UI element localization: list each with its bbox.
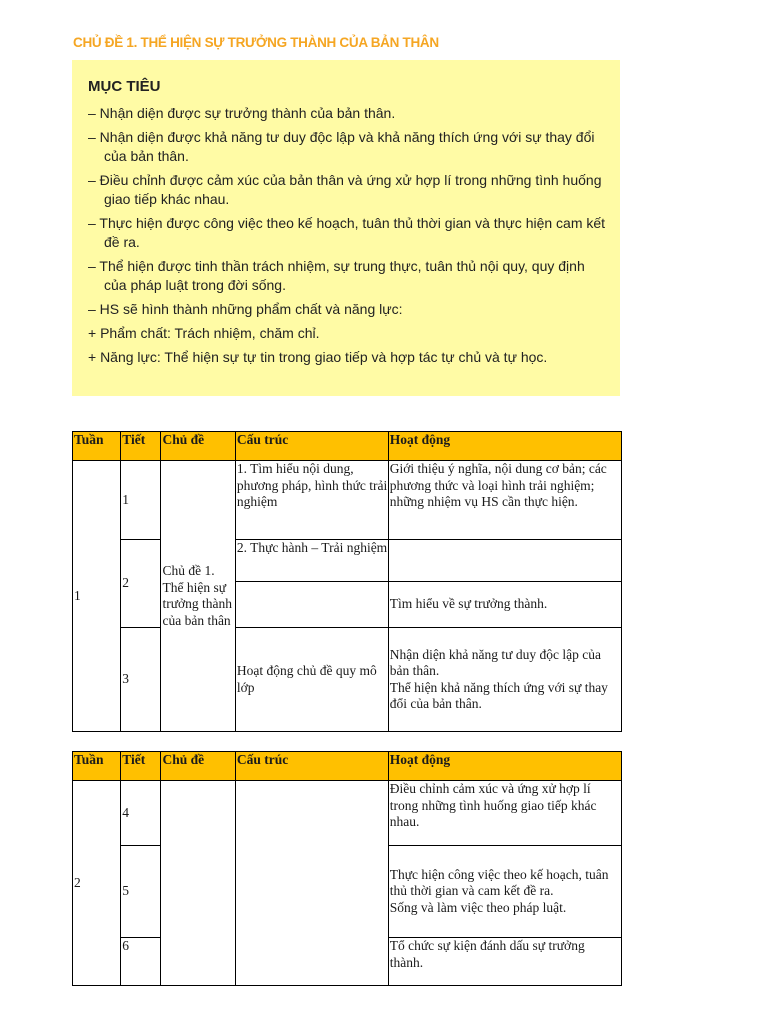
activity-cell [388,846,621,938]
period-cell: 4 [121,781,161,846]
objectives-heading: MỤC TIÊU [88,78,161,95]
period-cell: 1 [121,461,161,540]
structure-cell: 1. Tìm hiểu nội dung, phương pháp, hình thức trải nghiệm [235,461,388,540]
period-cell: 5 [121,846,161,938]
activity-cell [388,540,621,582]
activity-cell: Tìm hiểu về sự trưởng thành. [388,582,621,628]
table-header-row [73,752,622,781]
objective-item: – Thể hiện được tinh thần trách nhiệm, sự trung thực, tuân thủ nội quy, quy định của pháp luật trong đời sống. [88,258,585,293]
page-title: CHỦ ĐỀ 1. THỂ HIỆN SỰ TRƯỞNG THÀNH CỦA BẢN THÂN [73,35,439,50]
activity-cell [388,628,621,732]
objective-item: – Nhận diện được khả năng tư duy độc lập và khả năng thích ứng với sự thay đổi của bản thân. [88,129,595,164]
objective-item: – Thực hiện được công việc theo kế hoạch, tuân thủ thời gian và thực hiện cam kết đề ra. [88,215,606,250]
activity-cell: Điều chỉnh cảm xúc và ứng xử hợp lí trong những tình huống giao tiếp khác nhau. [388,781,621,846]
activity-line: Sống và làm việc theo pháp luật. [389,899,567,915]
table-header-row [73,432,622,461]
header-topic: Chủ đề [161,752,235,781]
schedule-table-week-2 [72,751,622,986]
objective-item: – HS sẽ hình thành những phẩm chất và năng lực: [88,301,403,317]
activity-cell: Giới thiệu ý nghĩa, nội dung cơ bản; các phương thức và loại hình trải nghiệm; những nhiệm vụ HS cần thực hiện. [388,461,621,540]
header-week: Tuần [73,432,121,461]
week-cell: 2 [73,781,121,986]
structure-cell [235,582,388,628]
activity-line: Thực hiện công việc theo kế hoạch, tuân thủ thời gian và cam kết đề ra. [389,866,609,899]
table-row [73,781,622,846]
header-period: Tiết [121,432,161,461]
activity-line: Thể hiện khả năng thích ứng với sự thay đổi của bản thân. [389,679,608,711]
period-cell: 3 [121,628,161,732]
header-activity: Hoạt động [388,752,621,781]
header-activity: Hoạt động [388,432,621,461]
objective-item: + Năng lực: Thể hiện sự tự tin trong giao tiếp và hợp tác tự chủ và tự học. [88,349,548,365]
structure-cell: 2. Thực hành – Trải nghiệm [235,540,388,582]
activity-line: Nhận diện khả năng tư duy độc lập của bản thân. [389,646,601,678]
table-row [73,628,622,732]
header-structure: Cấu trúc [235,432,388,461]
objective-item: – Điều chỉnh được cảm xúc của bản thân và ứng xử hợp lí trong những tình huống giao tiếp khác nhau. [88,172,602,207]
table-row [73,540,622,582]
objectives-box [72,60,620,396]
objective-item: + Phẩm chất: Trách nhiệm, chăm chỉ. [88,325,320,341]
week-cell: 1 [73,461,121,732]
header-structure: Cấu trúc [235,752,388,781]
period-cell: 6 [121,938,161,986]
table-row [73,461,622,540]
schedule-table-week-1 [72,431,622,732]
topic-cell [161,781,235,986]
header-topic: Chủ đề [161,432,235,461]
header-period: Tiết [121,752,161,781]
structure-cell: Hoạt động chủ đề quy mô lớp [235,628,388,732]
period-cell: 2 [121,540,161,628]
activity-cell: Tổ chức sự kiện đánh dấu sự trưởng thành. [388,938,621,986]
structure-cell [235,781,388,986]
header-week: Tuần [73,752,121,781]
objective-item: – Nhận diện được sự trưởng thành của bản thân. [88,105,396,121]
topic-cell: Chủ đề 1. Thể hiện sự trưởng thành của bản thân [161,461,235,732]
